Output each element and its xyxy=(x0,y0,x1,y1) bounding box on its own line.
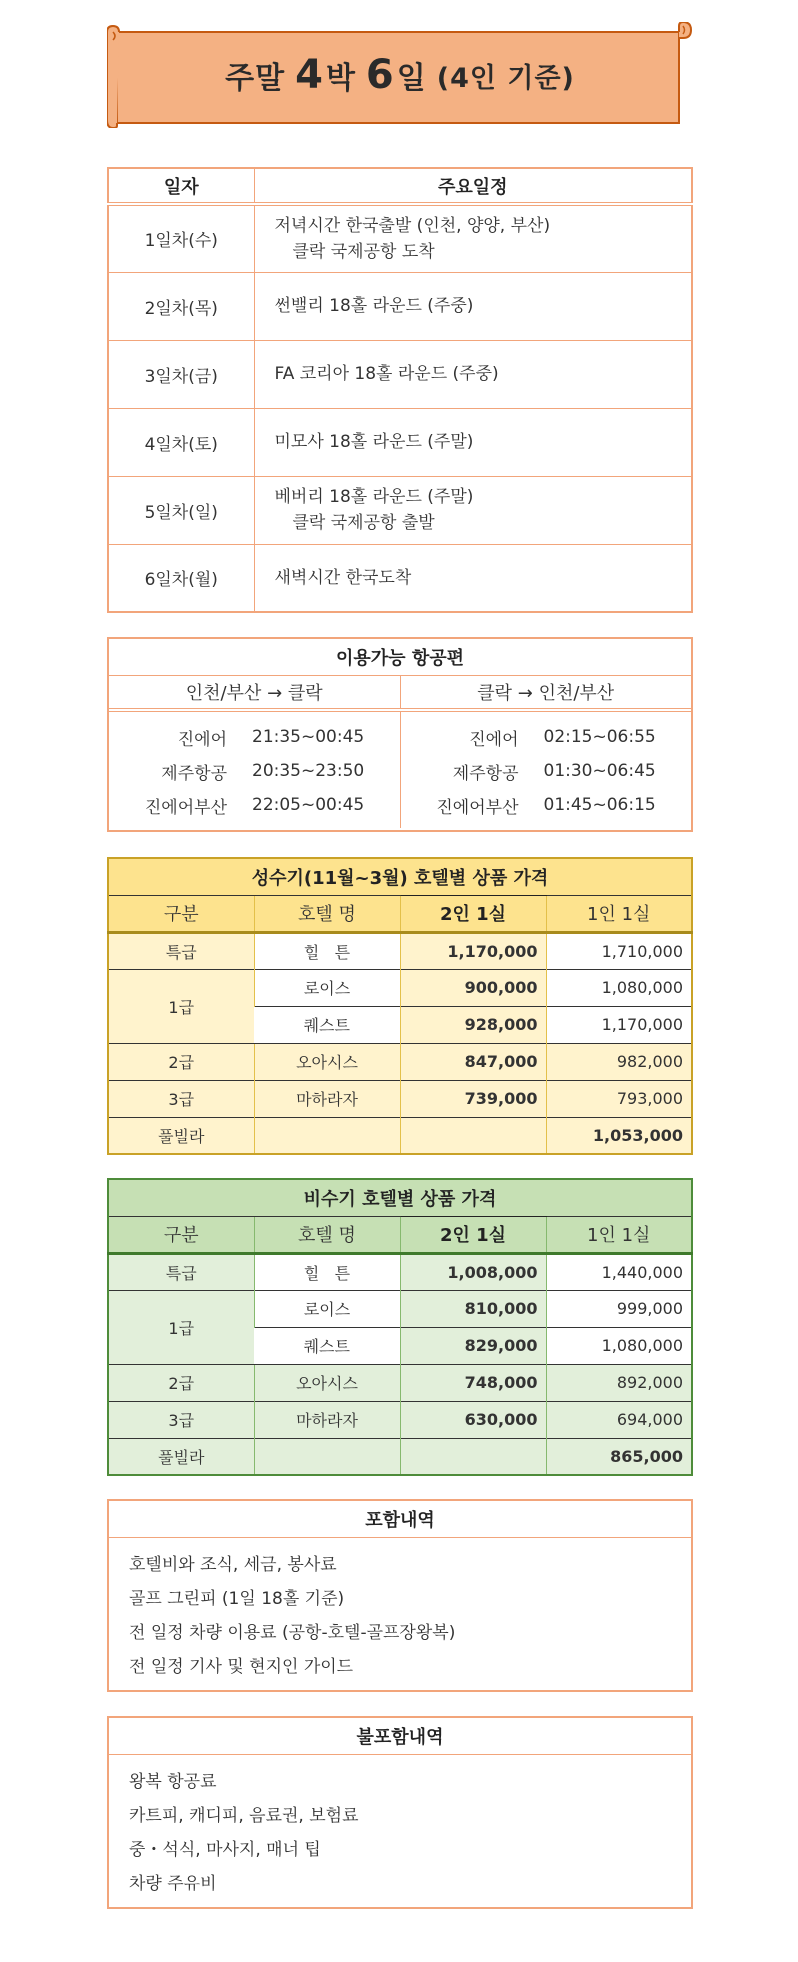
grade-cell: 특급 xyxy=(108,932,254,969)
schedule-header-day: 일자 xyxy=(108,168,254,204)
hotel-cell: 힐 튼 xyxy=(254,932,400,969)
grade-cell: 3급 xyxy=(108,1401,254,1438)
schedule-header-row xyxy=(108,168,692,204)
hotel-cell: 마하라자 xyxy=(254,1080,400,1117)
flights-box xyxy=(107,637,693,832)
grade-cell: 3급 xyxy=(108,1080,254,1117)
schedule-day: 1일차(수) xyxy=(108,204,254,272)
double-price: 748,000 xyxy=(400,1364,546,1401)
double-price: 900,000 xyxy=(400,969,546,1006)
hotel-cell-empty xyxy=(254,1438,400,1475)
hotel-cell: 오아시스 xyxy=(254,1043,400,1080)
schedule-desc xyxy=(254,408,692,476)
schedule-table xyxy=(107,167,693,613)
hotel-cell: 오아시스 xyxy=(254,1364,400,1401)
double-price: 928,000 xyxy=(400,1006,546,1043)
flight-airline: 진에어 xyxy=(177,729,227,750)
header-double: 2인 1실 xyxy=(400,1216,546,1253)
flight-row xyxy=(401,720,692,754)
grade-cell: 풀빌라 xyxy=(108,1117,254,1154)
schedule-line: 썬밸리 18홀 라운드 (주중) xyxy=(274,296,474,316)
offpeak-title-row xyxy=(108,1179,692,1216)
peak-title-row xyxy=(108,858,692,895)
peak-header-row xyxy=(108,895,692,932)
flight-airline: 제주항공 xyxy=(161,763,227,784)
villa-price: 1,053,000 xyxy=(546,1117,692,1154)
flight-row xyxy=(401,754,692,788)
hotel-cell-empty xyxy=(254,1117,400,1154)
price-row xyxy=(108,1043,692,1080)
price-row xyxy=(108,932,692,969)
flights-return-list xyxy=(401,712,692,828)
hotel-cell: 로이스 xyxy=(254,1290,400,1327)
flight-time: 01:30~06:45 xyxy=(543,761,656,781)
schedule-desc xyxy=(254,340,692,408)
schedule-day: 5일차(일) xyxy=(108,476,254,544)
villa-price: 865,000 xyxy=(546,1438,692,1475)
excluded-title: 불포함내역 xyxy=(109,1718,691,1755)
double-price: 1,170,000 xyxy=(400,932,546,969)
banner-basis: (4인 기준) xyxy=(436,62,575,94)
flights-header xyxy=(109,676,691,712)
header-hotel: 호텔 명 xyxy=(254,895,400,932)
single-price: 694,000 xyxy=(546,1401,692,1438)
list-item: 왕복 항공료 xyxy=(129,1772,217,1792)
flights-outbound-header: 인천/부산 → 클락 xyxy=(109,676,401,708)
header-hotel: 호텔 명 xyxy=(254,1216,400,1253)
grade-cell: 2급 xyxy=(108,1364,254,1401)
hotel-cell: 로이스 xyxy=(254,969,400,1006)
price-row xyxy=(108,1253,692,1290)
flight-airline: 진에어 xyxy=(469,729,519,750)
flight-time: 20:35~23:50 xyxy=(252,761,365,781)
header-double: 2인 1실 xyxy=(400,895,546,932)
flight-row xyxy=(401,788,692,822)
list-item: 골프 그린피 (1일 18홀 기준) xyxy=(129,1589,345,1609)
schedule-row xyxy=(108,476,692,544)
flight-row xyxy=(109,788,400,822)
included-title: 포함내역 xyxy=(109,1501,691,1538)
double-price: 1,008,000 xyxy=(400,1253,546,1290)
list-item: 카트피, 캐디피, 음료권, 보험료 xyxy=(129,1806,359,1826)
schedule-day: 6일차(월) xyxy=(108,544,254,612)
flight-time: 22:05~00:45 xyxy=(252,795,365,815)
schedule-subline: 클락 국제공항 출발 xyxy=(292,513,435,533)
single-price: 982,000 xyxy=(546,1043,692,1080)
title-banner xyxy=(107,22,693,128)
price-row xyxy=(108,1364,692,1401)
flights-title: 이용가능 항공편 xyxy=(109,639,691,676)
double-price: 810,000 xyxy=(400,1290,546,1327)
grade-cell: 1급 xyxy=(108,969,254,1043)
banner-nights-unit: 박 xyxy=(325,61,356,96)
flight-airline: 진에어부산 xyxy=(436,797,519,818)
schedule-row xyxy=(108,544,692,612)
hotel-cell: 퀘스트 xyxy=(254,1006,400,1043)
single-price: 1,080,000 xyxy=(546,1327,692,1364)
hotel-cell: 힐 튼 xyxy=(254,1253,400,1290)
double-price: 630,000 xyxy=(400,1401,546,1438)
single-price: 892,000 xyxy=(546,1364,692,1401)
excluded-list xyxy=(109,1755,691,1909)
banner-days-unit: 일 xyxy=(396,61,427,96)
single-price: 1,080,000 xyxy=(546,969,692,1006)
schedule-line: 저녁시간 한국출발 (인천, 양양, 부산) xyxy=(274,215,551,236)
schedule-day: 3일차(금) xyxy=(108,340,254,408)
price-row xyxy=(108,1290,692,1327)
flight-time: 21:35~00:45 xyxy=(252,727,365,747)
flights-return-header: 클락 → 인천/부산 xyxy=(477,683,615,704)
schedule-row xyxy=(108,340,692,408)
offpeak-title: 비수기 호텔별 상품 가격 xyxy=(108,1179,692,1216)
flight-row xyxy=(109,720,400,754)
double-price: 739,000 xyxy=(400,1080,546,1117)
grade-cell: 특급 xyxy=(108,1253,254,1290)
list-item: 전 일정 기사 및 현지인 가이드 xyxy=(129,1657,354,1677)
double-price: 847,000 xyxy=(400,1043,546,1080)
banner-title xyxy=(107,22,693,128)
offpeak-header-row xyxy=(108,1216,692,1253)
schedule-line: FA 코리아 18홀 라운드 (주중) xyxy=(274,364,499,384)
schedule-desc xyxy=(254,204,692,272)
list-item: 전 일정 차량 이용료 (공항-호텔-골프장왕복) xyxy=(129,1623,456,1643)
banner-nights-number: 4 xyxy=(295,52,324,98)
offpeak-price-table xyxy=(107,1178,693,1476)
single-price: 793,000 xyxy=(546,1080,692,1117)
flight-row xyxy=(109,754,400,788)
schedule-row xyxy=(108,204,692,272)
price-row xyxy=(108,1080,692,1117)
schedule-row xyxy=(108,408,692,476)
grade-cell: 풀빌라 xyxy=(108,1438,254,1475)
grade-cell: 2급 xyxy=(108,1043,254,1080)
list-item: 중・석식, 마사지, 매너 팁 xyxy=(129,1840,321,1860)
schedule-subline: 클락 국제공항 도착 xyxy=(292,241,435,262)
price-row xyxy=(108,1438,692,1475)
single-price: 1,440,000 xyxy=(546,1253,692,1290)
excluded-box xyxy=(107,1716,693,1909)
schedule-row xyxy=(108,272,692,340)
single-price: 999,000 xyxy=(546,1290,692,1327)
single-price: 1,710,000 xyxy=(546,932,692,969)
peak-price-table xyxy=(107,857,693,1155)
list-item: 차량 주유비 xyxy=(129,1874,217,1894)
banner-days-number: 6 xyxy=(365,52,395,98)
double-price: 829,000 xyxy=(400,1327,546,1364)
flight-time: 02:15~06:55 xyxy=(543,727,656,747)
price-row xyxy=(108,1117,692,1154)
price-row xyxy=(108,969,692,1006)
header-single: 1인 1실 xyxy=(546,895,692,932)
grade-cell: 1급 xyxy=(108,1290,254,1364)
schedule-line: 베버리 18홀 라운드 (주말) xyxy=(274,487,474,507)
flight-airline: 제주항공 xyxy=(452,763,519,784)
schedule-desc xyxy=(254,544,692,612)
peak-title: 성수기(11월~3월) 호텔별 상품 가격 xyxy=(108,858,692,895)
schedule-line: 미모사 18홀 라운드 (주말) xyxy=(274,432,474,452)
schedule-day: 4일차(토) xyxy=(108,408,254,476)
header-grade: 구분 xyxy=(108,895,254,932)
flights-body xyxy=(109,712,691,828)
schedule-day: 2일차(목) xyxy=(108,272,254,340)
flight-airline: 진에어부산 xyxy=(144,797,227,818)
included-list xyxy=(109,1538,691,1692)
header-grade: 구분 xyxy=(108,1216,254,1253)
double-price-empty xyxy=(400,1117,546,1154)
single-price: 1,170,000 xyxy=(546,1006,692,1043)
flights-outbound-list xyxy=(109,712,401,828)
list-item: 호텔비와 조식, 세금, 봉사료 xyxy=(129,1555,337,1575)
price-row xyxy=(108,1401,692,1438)
schedule-desc xyxy=(254,476,692,544)
schedule-line: 새벽시간 한국도착 xyxy=(274,567,412,588)
included-box xyxy=(107,1499,693,1692)
banner-prefix: 주말 xyxy=(225,61,286,96)
flight-time: 01:45~06:15 xyxy=(543,795,656,815)
double-price-empty xyxy=(400,1438,546,1475)
header-single: 1인 1실 xyxy=(546,1216,692,1253)
hotel-cell: 마하라자 xyxy=(254,1401,400,1438)
schedule-desc xyxy=(254,272,692,340)
hotel-cell: 퀘스트 xyxy=(254,1327,400,1364)
schedule-header-itinerary: 주요일정 xyxy=(254,168,692,204)
